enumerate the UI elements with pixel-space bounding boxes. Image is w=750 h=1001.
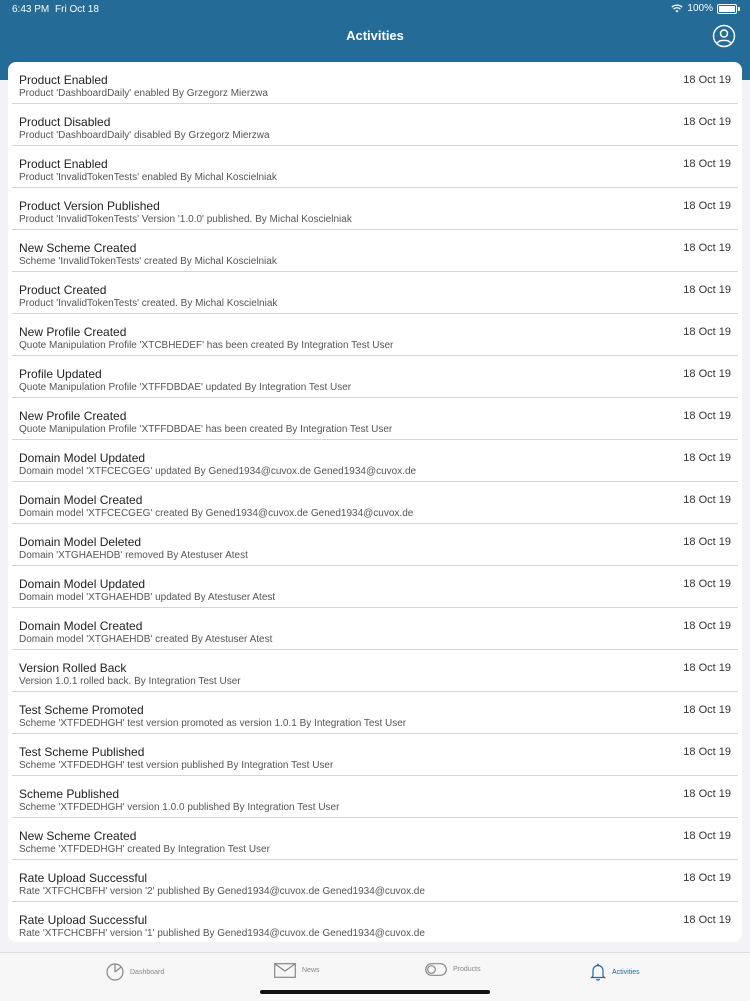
activity-title: Product Enabled	[19, 73, 108, 87]
activity-title: Domain Model Deleted	[19, 535, 142, 549]
activity-description: Product 'DashboardDaily' disabled By Grzegorz Mierzwa	[19, 130, 270, 141]
activity-date: 18 Oct 19	[683, 494, 731, 506]
activity-title: Domain Model Created	[19, 619, 143, 633]
activity-description: Product 'InvalidTokenTests' created. By Michal Koscielniak	[19, 298, 278, 309]
activity-row[interactable]	[12, 188, 738, 230]
activity-description: Product 'DashboardDaily' enabled By Grzegorz Mierzwa	[19, 88, 268, 99]
activity-date: 18 Oct 19	[683, 410, 731, 422]
activity-description: Product 'InvalidTokenTests' enabled By Michal Koscielniak	[19, 172, 277, 183]
activity-description: Domain 'XTGHAEHDB' removed By Atestuser Atest	[19, 550, 248, 561]
activity-date: 18 Oct 19	[683, 452, 731, 464]
activity-row[interactable]	[12, 230, 738, 272]
activity-description: Scheme 'XTFDEDHGH' test version published By Integration Test User	[19, 760, 334, 771]
battery-tip	[738, 7, 740, 11]
activity-date: 18 Oct 19	[683, 578, 731, 590]
activity-description: Rate 'XTFCHCBFH' version '2' published By Gened1934@cuvox.de Gened1934@cuvox.de	[19, 886, 425, 897]
activity-row[interactable]	[12, 272, 738, 314]
activity-title: Rate Upload Successful	[19, 913, 148, 927]
tab-label: Dashboard	[130, 968, 165, 976]
activity-row[interactable]	[12, 104, 738, 146]
tab-dashboard[interactable]	[106, 963, 164, 981]
activity-row[interactable]	[12, 776, 738, 818]
tab-label: Activities	[612, 968, 640, 976]
activity-date: 18 Oct 19	[683, 158, 731, 170]
activity-row[interactable]	[12, 146, 738, 188]
activity-description: Domain model 'XTGHAEHDB' created By Atestuser Atest	[19, 634, 273, 645]
activity-title: Test Scheme Promoted	[19, 703, 144, 717]
dashboard-icon	[106, 963, 124, 981]
bell-icon	[590, 963, 606, 981]
activity-title: Domain Model Updated	[19, 451, 146, 465]
activity-title: Product Enabled	[19, 157, 108, 171]
envelope-icon	[274, 963, 296, 978]
activity-date: 18 Oct 19	[683, 536, 731, 548]
activity-description: Scheme 'XTFDEDHGH' created By Integration Test User	[19, 844, 270, 855]
activity-row[interactable]	[12, 650, 738, 692]
activity-row[interactable]	[12, 734, 738, 776]
activity-date: 18 Oct 19	[683, 746, 731, 758]
activity-description: Quote Manipulation Profile 'XTFFDBDAE' updated By Integration Test User	[19, 382, 352, 393]
tab-label: News	[302, 967, 320, 974]
activity-row[interactable]	[12, 440, 738, 482]
activity-date: 18 Oct 19	[683, 914, 731, 926]
activity-row[interactable]	[12, 62, 738, 104]
activity-date: 18 Oct 19	[683, 368, 731, 380]
page-title: Activities	[346, 28, 404, 43]
tab-products[interactable]	[425, 963, 481, 976]
tab-news[interactable]	[274, 963, 320, 978]
profile-icon[interactable]	[712, 24, 736, 48]
status-bar	[0, 0, 750, 18]
activity-row[interactable]	[12, 482, 738, 524]
status-date: Fri Oct 18	[55, 4, 99, 15]
activity-description: Scheme 'XTFDEDHGH' version 1.0.0 published By Integration Test User	[19, 802, 340, 813]
activity-row[interactable]	[12, 818, 738, 860]
activity-title: Product Disabled	[19, 115, 111, 129]
activity-date: 18 Oct 19	[683, 74, 731, 86]
activity-title: New Profile Created	[19, 325, 127, 339]
activity-date: 18 Oct 19	[683, 788, 731, 800]
activity-title: Product Created	[19, 283, 107, 297]
tab-activities[interactable]	[590, 963, 640, 981]
wifi-icon	[671, 4, 683, 13]
activity-description: Quote Manipulation Profile 'XTFFDBDAE' has been created By Integration Test User	[19, 424, 393, 435]
home-indicator	[260, 990, 490, 994]
activity-date: 18 Oct 19	[683, 200, 731, 212]
activity-row[interactable]	[12, 608, 738, 650]
activity-row[interactable]	[12, 398, 738, 440]
activity-description: Domain model 'XTFCECGEG' updated By Gened1934@cuvox.de Gened1934@cuvox.de	[19, 466, 417, 477]
activity-title: New Profile Created	[19, 409, 127, 423]
activity-description: Version 1.0.1 rolled back. By Integration Test User	[19, 676, 241, 687]
activity-date: 18 Oct 19	[683, 284, 731, 296]
activity-description: Quote Manipulation Profile 'XTCBHEDEF' has been created By Integration Test User	[19, 340, 394, 351]
activity-date: 18 Oct 19	[683, 620, 731, 632]
activity-title: Rate Upload Successful	[19, 871, 148, 885]
activity-description: Product 'InvalidTokenTests' Version '1.0.0' published. By Michal Koscielniak	[19, 214, 352, 225]
activity-row[interactable]	[12, 902, 738, 942]
activity-title: Version Rolled Back	[19, 661, 127, 675]
activity-row[interactable]	[12, 524, 738, 566]
activity-title: Scheme Published	[19, 787, 120, 801]
activity-title: Domain Model Created	[19, 493, 143, 507]
battery-icon	[717, 4, 737, 14]
activities-list	[8, 62, 742, 942]
activity-row[interactable]	[12, 314, 738, 356]
activity-row[interactable]	[12, 860, 738, 902]
activity-title: Profile Updated	[19, 367, 102, 381]
activity-description: Scheme 'XTFDEDHGH' test version promoted as version 1.0.1 By Integration Test User	[19, 718, 407, 729]
status-time: 6:43 PM	[12, 4, 50, 15]
activity-date: 18 Oct 19	[683, 242, 731, 254]
toggle-icon	[425, 963, 447, 976]
activity-date: 18 Oct 19	[683, 326, 731, 338]
tab-label: Products	[453, 966, 481, 973]
status-right	[671, 3, 740, 14]
activity-description: Scheme 'InvalidTokenTests' created By Michal Koscielniak	[19, 256, 277, 267]
activity-date: 18 Oct 19	[683, 704, 731, 716]
activity-date: 18 Oct 19	[683, 830, 731, 842]
activity-description: Domain model 'XTFCECGEG' created By Gened1934@cuvox.de Gened1934@cuvox.de	[19, 508, 414, 519]
battery-percent: 100%	[687, 3, 713, 14]
activity-title: New Scheme Created	[19, 241, 137, 255]
activity-row[interactable]	[12, 692, 738, 734]
activity-title: Domain Model Updated	[19, 577, 146, 591]
activity-title: Test Scheme Published	[19, 745, 145, 759]
activity-description: Rate 'XTFCHCBFH' version '1' published By Gened1934@cuvox.de Gened1934@cuvox.de	[19, 928, 425, 939]
activity-row[interactable]	[12, 356, 738, 398]
activity-date: 18 Oct 19	[683, 662, 731, 674]
activity-title: Product Version Published	[19, 199, 160, 213]
activity-date: 18 Oct 19	[683, 116, 731, 128]
activity-title: New Scheme Created	[19, 829, 137, 843]
activity-row[interactable]	[12, 566, 738, 608]
activity-description: Domain model 'XTGHAEHDB' updated By Atestuser Atest	[19, 592, 276, 603]
activity-date: 18 Oct 19	[683, 872, 731, 884]
